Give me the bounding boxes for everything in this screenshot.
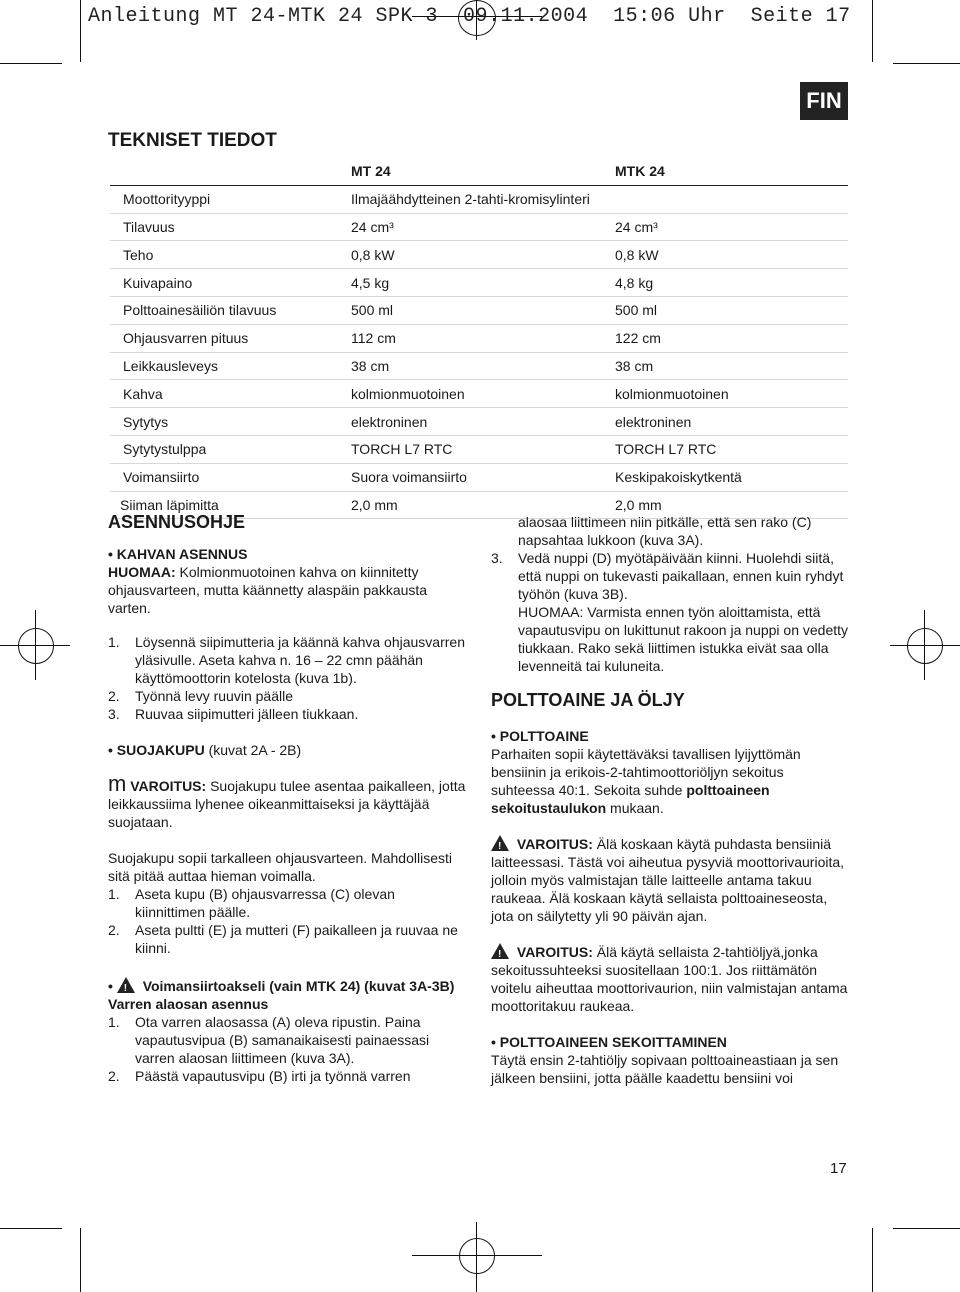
text: mukaan.	[606, 800, 664, 816]
table-cell: kolmionmuotoinen	[615, 380, 848, 408]
crop-mark	[893, 1228, 960, 1229]
header-cell	[110, 158, 351, 185]
table-cell: 0,8 kW	[351, 241, 615, 269]
table-cell: elektroninen	[351, 408, 615, 436]
warning-paragraph	[491, 943, 851, 1015]
left-column	[108, 513, 468, 1085]
item-text: Vedä nuppi (D) myötäpäivään kiinni. Huolehdi siitä, että nuppi on tukevasti paikallaan, ennen kuin ryhdyt työhön (kuva 3B).	[518, 550, 844, 602]
table-cell: Ohjausvarren pituus	[110, 324, 351, 352]
table-header-row	[110, 158, 848, 185]
list-item	[108, 1067, 468, 1085]
table-cell: 2,0 mm	[615, 491, 848, 519]
registration-circle	[907, 628, 943, 664]
table-cell: 24 cm³	[615, 213, 848, 241]
table-cell: 0,8 kW	[615, 241, 848, 269]
table-cell: kolmionmuotoinen	[351, 380, 615, 408]
warning-label: VAROITUS:	[126, 778, 207, 794]
table-cell: TORCH L7 RTC	[615, 435, 848, 463]
table-cell: Teho	[110, 241, 351, 269]
item-text: Aseta kupu (B) ohjausvarressa (C) olevan kiinnittimen päälle.	[135, 886, 395, 920]
note-label: HUOMAA:	[108, 564, 176, 580]
warning-label: VAROITUS:	[516, 836, 593, 852]
table-cell: Voimansiirto	[110, 463, 351, 491]
warning-text: Älä koskaan käytä puhdasta bensiiniä laitteessasi. Tästä voi aiheutua pysyviä moottorivaurioita, jolloin myös valmistajan tälle laitteelle antama takuu raukeaa. Älä koskaan käytä sellaista polttoaineseosta, jota on säilytetty yli 90 päivän ajan.	[491, 836, 845, 924]
table-cell: 38 cm	[615, 352, 848, 380]
list-item	[108, 705, 468, 723]
item-number: 2.	[108, 922, 120, 938]
item-text: Ota varren alaosassa (A) oleva ripustin. Paina vapautusvipua (B) samanaikaisesti painaessasi varren alaosan liittimeen (kuva 3A).	[135, 1014, 430, 1066]
list-item	[108, 1013, 468, 1067]
table-cell: Kuivapaino	[110, 269, 351, 297]
figure-ref: (kuvat 2A - 2B)	[204, 742, 302, 758]
spec-title: TEKNISET TIEDOT	[108, 130, 277, 151]
crop-mark	[80, 0, 81, 62]
section-heading: ASENNUSOHJE	[108, 512, 246, 532]
table-cell: 500 ml	[615, 296, 848, 324]
paragraph	[491, 745, 851, 817]
item-number: 1.	[108, 634, 120, 650]
heading-text: Voimansiirtoakseli (vain MTK 24) (kuvat 3A-3B)	[142, 978, 455, 994]
crop-mark	[893, 63, 960, 64]
table-cell: Suora voimansiirto	[351, 463, 615, 491]
heading-text: SUOJAKUPU	[116, 742, 205, 758]
table-cell: TORCH L7 RTC	[351, 435, 615, 463]
table-cell: 4,8 kg	[615, 269, 848, 297]
list-item	[108, 687, 468, 705]
table-cell: Polttoainesäiliön tilavuus	[110, 296, 351, 324]
warning-text: Suojakupu tulee asentaa paikalleen, jotta leikkaussiima lyhenee oikeanmittaiseksi ja käyttäjää suojataan.	[108, 778, 466, 830]
list-item	[491, 549, 851, 603]
bullet: •	[108, 742, 117, 758]
text: Parhaiten sopii käytettäväksi tavallisen lyijyttömän bensiinin ja erikois-2-tahtimoottoriöljyn sekoitus suhteessa 40:1. Sekoita suhde	[491, 746, 801, 798]
table-cell: Tilavuus	[110, 213, 351, 241]
bullet: •	[108, 978, 113, 994]
table-cell: Sytytys	[110, 408, 351, 436]
print-header: Anleitung MT 24-MTK 24 SPK 3 09.11.2004 15:06 Uhr Seite 17	[88, 5, 851, 28]
page-number: 17	[830, 1160, 847, 1177]
table-cell: Keskipakoiskytkentä	[615, 463, 848, 491]
paragraph	[108, 563, 468, 617]
subsection-heading	[108, 741, 468, 759]
crop-mark	[872, 1228, 873, 1292]
warning-triangle-icon	[117, 977, 135, 993]
table-row	[110, 185, 848, 213]
spec-table	[110, 158, 848, 519]
item-text: Löysennä siipimutteria ja käännä kahva ohjausvarren yläsivulle. Aseta kahva n. 16 – 22 cmn päähän käyttömoottorin kotelosta (kuva 1b).	[135, 634, 465, 686]
table-cell: 2,0 mm	[351, 491, 615, 519]
item-number: 1.	[108, 886, 120, 902]
registration-circle	[18, 628, 54, 664]
table-cell: Moottorityyppi	[110, 185, 351, 213]
table-cell: 38 cm	[351, 352, 615, 380]
table-row	[110, 324, 848, 352]
subsection-heading: • POLTTOAINE	[491, 728, 589, 744]
table-cell: 122 cm	[615, 324, 848, 352]
warning-triangle-icon	[491, 943, 509, 959]
table-row	[110, 463, 848, 491]
section-heading: POLTTOAINE JA ÖLJY	[491, 690, 685, 710]
item-number: 2.	[108, 688, 120, 704]
item-text: Aseta pultti (E) ja mutteri (F) paikalleen ja ruuvaa ne kiinni.	[135, 922, 458, 956]
language-badge: FIN	[800, 82, 848, 120]
note-text: Kolmionmuotoinen kahva on kiinnitetty ohjausvarteen, mutta käännetty alaspäin pakkausta varten.	[108, 564, 428, 616]
header-cell: MTK 24	[615, 158, 848, 185]
table-cell: 500 ml	[351, 296, 615, 324]
crop-mark	[80, 1228, 81, 1292]
list-item	[108, 921, 468, 957]
table-row	[110, 408, 848, 436]
warning-text: Älä käytä sellaista 2-tahtiöljyä,jonka sekoitussuhteeksi suositellaan 100:1. Jos riittämätön voitelu aiheuttaa moottorivaurion, niin valmistajan antama moottoritakuu raukeaa.	[491, 944, 848, 1014]
table-cell: elektroninen	[615, 408, 848, 436]
item-text: Ruuvaa siipimutteri jälleen tiukkaan.	[135, 706, 359, 722]
item-text: Työnnä levy ruuvin päälle	[135, 688, 293, 704]
sub-heading: Varren alaosan asennus	[108, 996, 269, 1012]
table-row	[110, 269, 848, 297]
item-number: 1.	[108, 1014, 120, 1030]
header-cell: MT 24	[351, 158, 615, 185]
paragraph: Suojakupu sopii tarkalleen ohjausvarteen. Mahdollisesti sitä pitää auttaa hieman voimalla.	[108, 850, 452, 884]
item-number: 2.	[108, 1068, 120, 1084]
item-number: 3.	[108, 706, 120, 722]
subsection-heading: • KAHVAN ASENNUS	[108, 546, 248, 562]
item-text: Päästä vapautusvipu (B) irti ja työnnä varren	[135, 1068, 411, 1084]
registration-circle	[459, 1238, 495, 1274]
table-row	[110, 380, 848, 408]
list-item	[108, 885, 468, 921]
table-cell: Kahva	[110, 380, 351, 408]
crop-mark	[872, 0, 873, 62]
warning-paragraph	[108, 771, 468, 831]
warning-symbol: m	[108, 771, 127, 796]
table-cell: Sytytystulppa	[110, 435, 351, 463]
right-column	[491, 513, 851, 1087]
subsection-heading	[108, 977, 468, 995]
crop-mark	[0, 63, 62, 64]
item-number: 3.	[491, 550, 503, 566]
table-row	[110, 296, 848, 324]
note-paragraph: HUOMAA: Varmista ennen työn aloittamista, että vapautusvipu on lukittunut rakoon ja nuppi on vedetty tiukkaan. Rako sekä liittimen istukka eivät saa olla levenneitä tai kuluneita.	[518, 604, 849, 674]
warning-triangle-icon	[491, 835, 509, 851]
paragraph: Täytä ensin 2-tahtiöljy sopivaan polttoaineastiaan ja sen jälkeen bensiini, jotta päälle kaadettu bensiini voi	[491, 1052, 839, 1086]
table-row	[110, 435, 848, 463]
bold-text: polttoaineen sekoitustaulukon	[491, 782, 770, 816]
list-item	[108, 633, 468, 687]
warning-label: VAROITUS:	[516, 944, 593, 960]
table-cell: Siiman läpimitta	[110, 491, 351, 519]
table-row	[110, 213, 848, 241]
table-cell: Leikkausleveys	[110, 352, 351, 380]
warning-paragraph	[491, 835, 851, 925]
table-row	[110, 352, 848, 380]
table-row	[110, 241, 848, 269]
crop-mark	[0, 1228, 62, 1229]
table-cell: Ilmajäähdytteinen 2-tahti-kromisylinteri	[351, 185, 848, 213]
table-cell: 112 cm	[351, 324, 615, 352]
table-cell: 24 cm³	[351, 213, 615, 241]
paragraph: alaosaa liittimeen niin pitkälle, että sen rako (C) napsahtaa lukkoon (kuva 3A).	[518, 514, 812, 548]
table-cell: 4,5 kg	[351, 269, 615, 297]
subsection-heading: • POLTTOAINEEN SEKOITTAMINEN	[491, 1034, 727, 1050]
